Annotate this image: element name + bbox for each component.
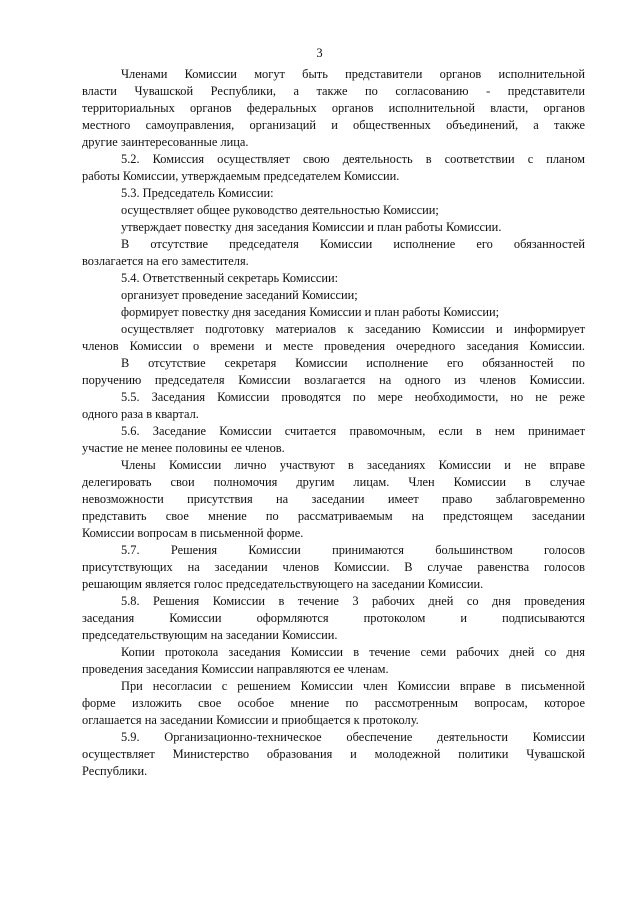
text-line: работы Комиссии, утверждаемым председателем Комиссии.: [82, 169, 400, 183]
text-line: поручению председателя Комиссии возлагается на одного из членов Комиссии.: [82, 373, 585, 387]
text-line: членов Комиссии о времени и месте проведения очередного заседания Комиссии.: [82, 339, 585, 353]
text-line: форме изложить свое особое мнение по рассмотренным вопросам, которое: [82, 696, 585, 710]
text-line: Копии протокола заседания Комиссии в течение семи рабочих дней со дня: [121, 645, 585, 659]
text-line: участие не менее половины ее членов.: [82, 441, 285, 455]
text-line: При несогласии с решением Комиссии член Комиссии вправе в письменной: [121, 679, 585, 693]
text-line: утверждает повестку дня заседания Комиссии и план работы Комиссии.: [121, 220, 502, 234]
text-line: присутствующих на заседании членов Комиссии. В случае равенства голосов: [82, 560, 585, 574]
text-line: делегировать свои полномочия другим лицам. Член Комиссии в случае: [82, 475, 585, 489]
text-line: председательствующим на заседании Комиссии.: [82, 628, 338, 642]
text-line: оглашается на заседании Комиссии и приобщается к протоколу.: [82, 713, 419, 727]
text-line: осуществляет Министерство образования и молодежной политики Чувашской: [82, 747, 585, 761]
text-line: возлагается на его заместителя.: [82, 254, 249, 268]
text-line: территориальных органов федеральных органов исполнительной власти, органов: [82, 101, 585, 115]
text-line: другие заинтересованные лица.: [82, 135, 249, 149]
text-line: Членами Комиссии могут быть представители органов исполнительной: [121, 67, 585, 81]
page-number: 3: [316, 46, 323, 60]
text-line: власти Чувашской Республики, а также по согласованию - представители: [82, 84, 585, 98]
text-line: 5.7. Решения Комиссии принимаются большинством голосов: [121, 543, 585, 557]
text-line: осуществляет подготовку материалов к заседанию Комиссии и информирует: [121, 322, 585, 336]
text-line: В отсутствие председателя Комиссии исполнение его обязанностей: [121, 237, 585, 251]
text-line: В отсутствие секретаря Комиссии исполнение его обязанностей по: [121, 356, 585, 370]
text-line: организует проведение заседаний Комиссии;: [121, 288, 358, 302]
text-line: проведения заседания Комиссии направляются ее членам.: [82, 662, 389, 676]
text-line: 5.2. Комиссия осуществляет свою деятельность в соответствии с планом: [121, 152, 585, 166]
text-line: 5.4. Ответственный секретарь Комиссии:: [121, 271, 339, 285]
text-line: решающим является голос председательствующего на заседании Комиссии.: [82, 577, 484, 591]
text-line: местного самоуправления, организаций и общественных объединений, а также: [82, 118, 585, 132]
text-line: представить свое мнение по рассматриваемым на предстоящем заседании: [82, 509, 585, 523]
text-line: заседания Комиссии оформляются протоколом и подписываются: [82, 611, 585, 625]
text-line: осуществляет общее руководство деятельностью Комиссии;: [121, 203, 439, 217]
text-line: 5.5. Заседания Комиссии проводятся по мере необходимости, но не реже: [121, 390, 585, 404]
text-line: формирует повестку дня заседания Комиссии и план работы Комиссии;: [121, 305, 500, 319]
text-line: 5.8. Решения Комиссии в течение 3 рабочих дней со дня проведения: [121, 594, 585, 608]
text-line: 5.9. Организационно-техническое обеспечение деятельности Комиссии: [121, 730, 585, 744]
text-line: Комиссии вопросам в письменной форме.: [82, 526, 304, 540]
text-line: Члены Комиссии лично участвуют в заседаниях Комиссии и не вправе: [121, 458, 585, 472]
text-line: невозможности присутствия на заседании имеет право заблаговременно: [82, 492, 585, 506]
text-line: Республики.: [82, 764, 148, 778]
text-line: 5.6. Заседание Комиссии считается правомочным, если в нем принимает: [121, 424, 585, 438]
text-line: одного раза в квартал.: [82, 407, 199, 421]
text-line: 5.3. Председатель Комиссии:: [121, 186, 274, 200]
